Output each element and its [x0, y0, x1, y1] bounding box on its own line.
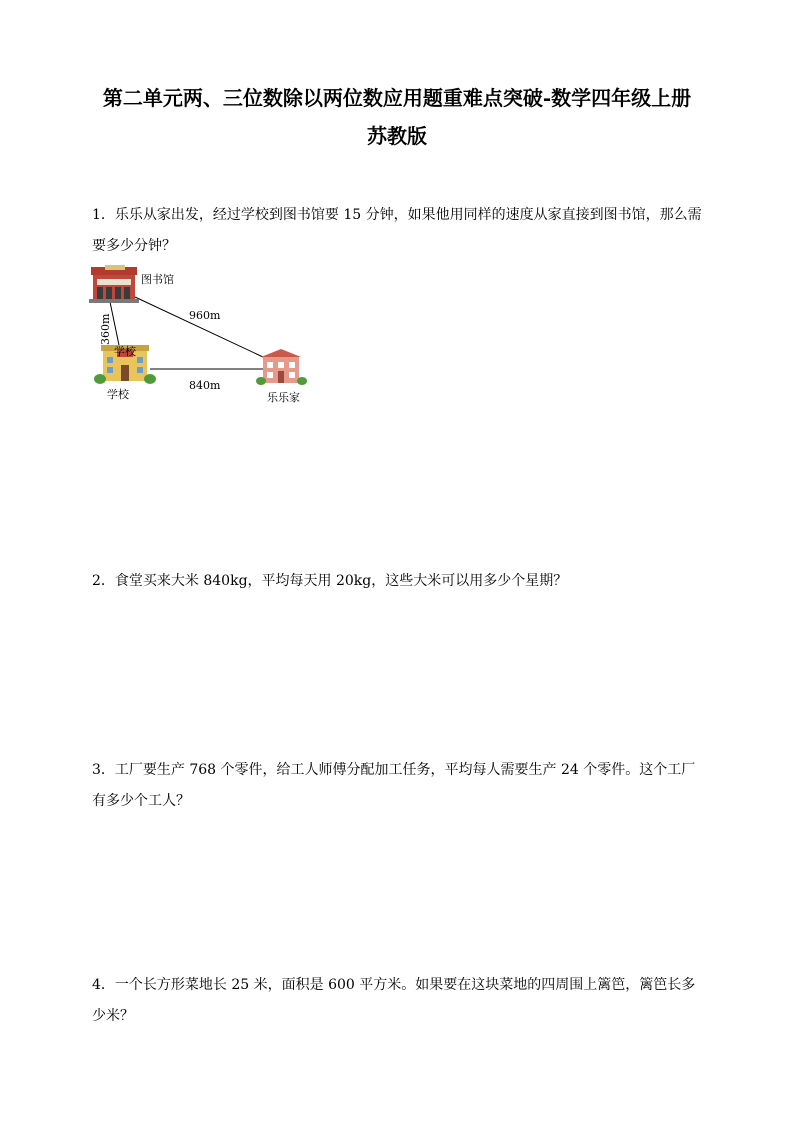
school-label: 学校 — [107, 388, 129, 401]
distance-library-home-label: 960m — [189, 309, 221, 322]
distance-diagram — [85, 265, 325, 415]
library-label: 图书馆 — [141, 273, 174, 286]
question-text: 工厂要生产 768 个零件，给工人师傅分配加工任务，平均每人需要生产 24 个零件。这个工厂有多少个工人？ — [92, 762, 696, 809]
page-title: 第二单元两、三位数除以两位数应用题重难点突破-数学四年级上册 — [102, 86, 692, 110]
question-number: 4． — [92, 977, 115, 993]
question-text: 一个长方形菜地长 25 米，面积是 600 平方米。如果要在这块菜地的四周围上篱笆，篱笆长多少米？ — [92, 977, 696, 1024]
question-4 — [92, 970, 707, 1032]
page-subtitle: 苏教版 — [367, 124, 427, 148]
question-1 — [92, 200, 707, 262]
line-library-home — [135, 297, 263, 357]
distance-school-home-label: 840m — [189, 379, 221, 392]
distance-library-school-label: 360m — [99, 313, 112, 345]
home-icon — [256, 349, 307, 385]
question-number: 1． — [92, 207, 115, 223]
school-sign-label: 学校 — [114, 345, 136, 358]
question-text: 食堂买来大米 840kg，平均每天用 20kg，这些大米可以用多少个星期？ — [114, 573, 568, 589]
question-2 — [92, 566, 707, 597]
library-icon — [89, 265, 139, 303]
question-text: 乐乐从家出发，经过学校到图书馆要 15 分钟，如果他用同样的速度从家直接到图书馆，那么需要多少分钟？ — [92, 207, 702, 254]
home-label: 乐乐家 — [267, 391, 300, 404]
question-number: 3． — [92, 762, 115, 778]
question-3 — [92, 755, 707, 817]
question-number: 2． — [92, 573, 115, 589]
distance-diagram-svg — [85, 265, 325, 415]
